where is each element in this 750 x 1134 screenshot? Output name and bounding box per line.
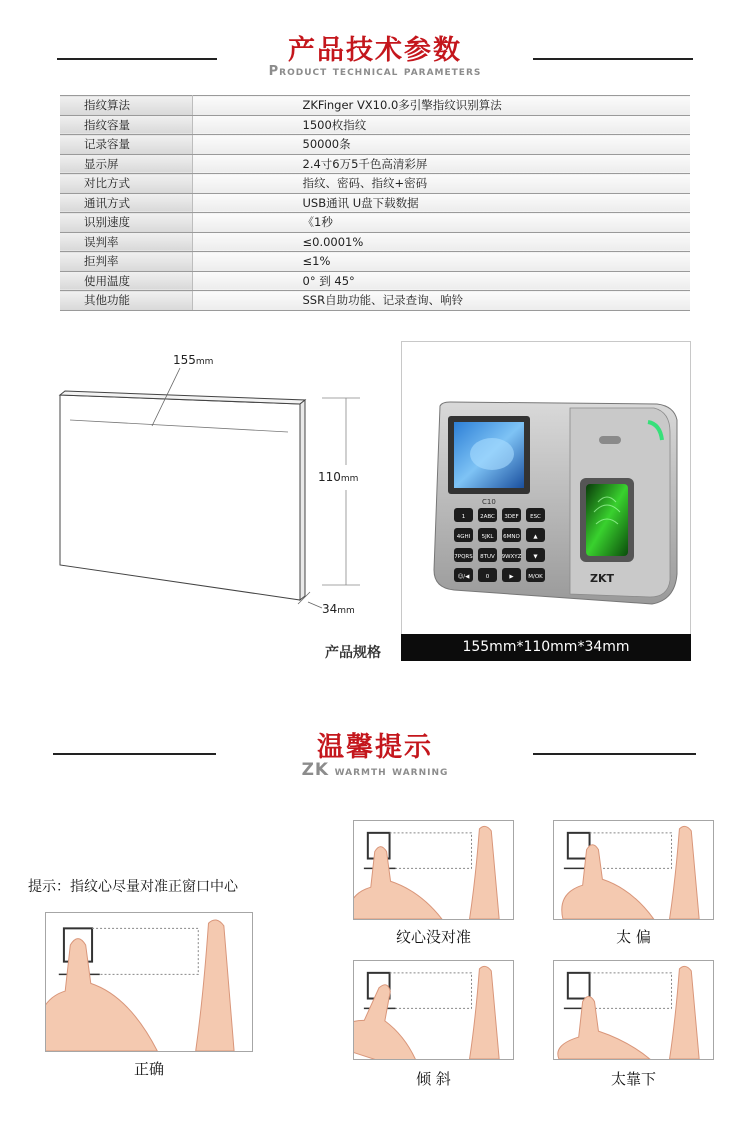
spec-key: 识别速度: [60, 213, 192, 233]
spec-value: USB通讯 U盘下载数据: [192, 193, 690, 213]
finger-illustration-correct: [45, 912, 253, 1052]
keypad-key[interactable]: [478, 528, 497, 542]
spec-key: 记录容量: [60, 135, 192, 155]
model-label: C10: [482, 498, 496, 506]
section-title-params: 产品技术参数: [288, 35, 462, 66]
brand-logo: ZKT: [590, 572, 615, 585]
svg-text:9WXYZ: 9WXYZ: [501, 554, 522, 560]
svg-text:2ABC: 2ABC: [480, 514, 495, 520]
finger-illustration-too-side: [553, 820, 714, 920]
spec-value: 0° 到 45°: [192, 271, 690, 291]
spec-value: 2.4寸6万5千色高清彩屏: [192, 154, 690, 174]
device-illustration: [402, 342, 692, 637]
spec-row: [60, 115, 690, 135]
spec-value: 50000条: [192, 135, 690, 155]
svg-text:7PQRS: 7PQRS: [454, 554, 473, 560]
spec-value: 指纹、密码、指纹+密码: [192, 174, 690, 194]
box-outline-drawing: [40, 340, 370, 630]
spec-key: 其他功能: [60, 291, 192, 311]
svg-text:▶: ▶: [509, 574, 514, 580]
caption-off-center: 纹心没对准: [395, 928, 471, 946]
svg-text:5JKL: 5JKL: [481, 534, 494, 540]
keypad-key[interactable]: [502, 528, 521, 542]
finger-drawing: [46, 913, 252, 1051]
spec-value: SSR自助功能、记录查询、响铃: [192, 291, 690, 311]
spec-key: 误判率: [60, 232, 192, 252]
caption-tilted: 倾 斜: [416, 1070, 451, 1088]
finger-illustration-tilted: [353, 960, 514, 1060]
spec-key: 指纹容量: [60, 115, 192, 135]
finger-drawing: [554, 961, 713, 1059]
spec-value: 1500枚指纹: [192, 115, 690, 135]
spec-row: [60, 252, 690, 272]
product-photo: [401, 341, 691, 661]
caption-correct: 正确: [133, 1060, 164, 1078]
tip-instruction: 提示：指纹心尽量对准正窗口中心: [28, 879, 238, 895]
finger-drawing: [354, 821, 513, 919]
section-subtitle-params: Product technical parameters: [268, 64, 482, 79]
svg-text:ESC: ESC: [530, 514, 541, 520]
keypad-key[interactable]: [454, 568, 473, 582]
spec-value: ≤0.0001%: [192, 232, 690, 252]
keypad-key[interactable]: [502, 568, 521, 582]
keypad-key[interactable]: [526, 568, 545, 582]
spec-key: 通讯方式: [60, 193, 192, 213]
keypad-key[interactable]: [526, 548, 545, 562]
spec-key: 拒判率: [60, 252, 192, 272]
size-caption: 155mm*110mm*34mm: [401, 634, 691, 661]
keypad-key[interactable]: [454, 528, 473, 542]
section-title-tips: 温馨提示: [317, 732, 433, 763]
finger-illustration-too-low: [553, 960, 714, 1060]
svg-text:3DEF: 3DEF: [504, 514, 519, 520]
spec-key: 显示屏: [60, 154, 192, 174]
keypad-key[interactable]: [478, 568, 497, 582]
spec-key: 指纹算法: [60, 96, 192, 116]
spec-table: [60, 95, 690, 311]
svg-text:▼: ▼: [533, 554, 538, 560]
svg-text:1: 1: [461, 514, 466, 520]
spec-key: 使用温度: [60, 271, 192, 291]
keypad-key[interactable]: [478, 548, 497, 562]
spec-value: ≤1%: [192, 252, 690, 272]
svg-text:0: 0: [485, 574, 490, 580]
svg-text:▲: ▲: [533, 534, 538, 540]
svg-text:6MNO: 6MNO: [503, 534, 520, 540]
depth-dimension-label: 34mm: [322, 602, 355, 616]
width-dimension-label: 155mm: [173, 353, 214, 367]
spec-value: 《1秒: [192, 213, 690, 233]
section-subtitle-tips: ZK warmth warning: [301, 760, 449, 780]
keypad-key[interactable]: [526, 508, 545, 522]
spec-label: 产品规格: [325, 645, 381, 661]
keypad-key[interactable]: [454, 548, 473, 562]
svg-text:4GHI: 4GHI: [456, 534, 471, 540]
spec-row: [60, 271, 690, 291]
dimension-drawing: [40, 340, 370, 630]
finger-drawing: [354, 961, 513, 1059]
keypad-key[interactable]: [502, 508, 521, 522]
spec-value: ZKFinger VX10.0多引擎指纹识别算法: [192, 96, 690, 116]
spec-row: [60, 213, 690, 233]
keypad-key[interactable]: [454, 508, 473, 522]
spec-row: [60, 193, 690, 213]
finger-drawing: [554, 821, 713, 919]
caption-too-low: 太靠下: [610, 1070, 656, 1088]
spec-key: 对比方式: [60, 174, 192, 194]
keypad-key[interactable]: [502, 548, 522, 562]
height-dimension-label: 110mm: [318, 470, 359, 484]
keypad-key[interactable]: [526, 528, 545, 542]
caption-too-side: 太 偏: [616, 928, 651, 946]
spec-row: [60, 291, 690, 311]
spec-row: [60, 96, 690, 116]
keypad-key[interactable]: [478, 508, 497, 522]
svg-text:8TUV: 8TUV: [480, 554, 495, 560]
svg-text:☺/◀: ☺/◀: [457, 574, 470, 580]
spec-row: [60, 174, 690, 194]
svg-text:M/OK: M/OK: [528, 574, 543, 580]
spec-row: [60, 154, 690, 174]
finger-illustration-off-center: [353, 820, 514, 920]
spec-row: [60, 232, 690, 252]
spec-row: [60, 135, 690, 155]
